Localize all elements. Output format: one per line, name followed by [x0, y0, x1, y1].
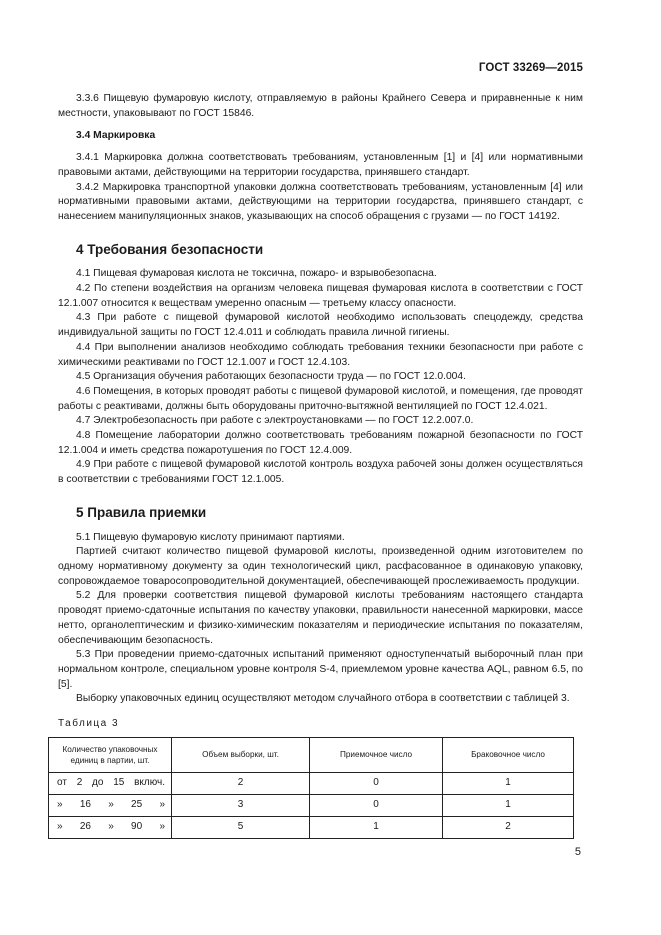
table-cell-acceptance-number: 1 — [310, 816, 443, 838]
table-caption: Таблица 3 — [58, 718, 120, 730]
paragraph-5-1-batch: Партией считают количество пищевой фумаровой кислоты, произведенной одним изготовителем по одному нормативному документу за один технологический цикл, расфасованное в одинаковую упаковку, сопровождаемое товаросопроводительной документацией, обеспечивающей прослеживаемость продукции. — [58, 546, 583, 587]
paragraph-5-3-sampling: Выборку упаковочных единиц осуществляют методом случайного отбора в соответствии с таблицей 3. — [76, 693, 570, 705]
paragraph-3-4-1: 3.4.1 Маркировка должна соответствовать требованиям, установленным [1] и [4] или нормативными правовыми актами, действующими на территории государства, принявшего стандарт. — [58, 152, 583, 178]
paragraph-4-1: 4.1 Пищевая фумаровая кислота не токсична, пожаро- и взрывобезопасна. — [76, 268, 437, 280]
paragraph-4-7: 4.7 Электробезопасность при работе с электроустановками — по ГОСТ 12.2.007.0. — [76, 415, 474, 427]
range-from: 16 — [79, 798, 91, 810]
table-cell-rejection-number: 2 — [443, 816, 574, 838]
table-header-sample-size: Объем выборки, шт. — [172, 737, 310, 772]
range-prefix: » — [57, 798, 63, 810]
paragraph-5-3: 5.3 При проведении приемо-сдаточных испытаний применяют одноступенчатый выборочный план при нормальном контроле, специальном уровне контроля S-4, приемлемом уровне качества AQL, равном 6.5, по [5]. — [58, 649, 583, 690]
range-to-word: » — [108, 798, 114, 810]
sampling-table — [48, 737, 574, 839]
table-cell-sample-size: 2 — [172, 772, 310, 794]
table-header-rejection-number: Браковочное число — [443, 737, 574, 772]
paragraph-4-6: 4.6 Помещения, в которых проводят работы с пищевой фумаровой кислотой, и помещения, где проводят работы с реактивами, должны быть оборудованы приточно-вытяжной вентиляцией по ГОСТ 12.4.021. — [58, 385, 583, 412]
range-prefix: от — [57, 776, 67, 788]
table-cell-rejection-number: 1 — [443, 772, 574, 794]
range-to: 15 — [113, 776, 125, 788]
table-cell-sample-size: 5 — [172, 816, 310, 838]
range-from: 2 — [76, 776, 83, 788]
paragraph-4-9: 4.9 При работе с пищевой фумаровой кислотой контроль воздуха рабочей зоны должен осуществляться в соответствии с требованиями ГОСТ 12.1.005. — [58, 459, 583, 486]
range-prefix: » — [57, 820, 63, 832]
section-heading-3-4: 3.4 Маркировка — [76, 130, 156, 142]
table-row — [49, 794, 574, 816]
paragraph-4-5: 4.5 Организация обучения работающих безопасности труда — по ГОСТ 12.0.004. — [76, 371, 466, 383]
paragraph-4-2: 4.2 По степени воздействия на организм человека пищевая фумаровая кислота в соответствии с ГОСТ 12.1.007 относится к веществам умеренно опасным — третьему классу опасности. — [58, 283, 583, 309]
table-header-acceptance-number: Приемочное число — [310, 737, 443, 772]
table-cell-acceptance-number: 0 — [310, 794, 443, 816]
table-row — [49, 772, 574, 794]
paragraph-3-3-6: 3.3.6 Пищевую фумаровую кислоту, отправляемую в районы Крайнего Севера и приравненные к ним местности, упаковывают по ГОСТ 15846. — [58, 93, 583, 119]
table-cell-sample-size: 3 — [172, 794, 310, 816]
range-to-word: » — [108, 820, 114, 832]
range-suffix: » — [159, 798, 165, 810]
document-code: ГОСТ 33269—2015 — [478, 62, 583, 74]
table-cell-lot-range — [49, 772, 172, 794]
paragraph-4-8: 4.8 Помещение лаборатории должно соответствовать требованиям пожарной безопасности по ГОСТ 12.1.004 и иметь средства пожаротушения по ГОСТ 12.4.009. — [58, 430, 583, 456]
paragraph-4-4: 4.4 При выполнении анализов необходимо соблюдать требования техники безопасности при работе с химическими реактивами по ГОСТ 12.1.007 и ГОСТ 12.4.103. — [58, 341, 583, 368]
section-heading-4: 4 Требования безопасности — [76, 241, 264, 257]
range-to-word: до — [92, 776, 104, 788]
section-heading-5: 5 Правила приемки — [76, 504, 207, 520]
table-row — [49, 816, 574, 838]
paragraph-4-3: 4.3 При работе с пищевой фумаровой кислотой необходимо использовать спецодежду, средства индивидуальной защиты по ГОСТ 12.4.011 и соблюдать правила личной гигиены. — [58, 312, 583, 339]
page-number: 5 — [574, 846, 581, 858]
range-suffix: » — [159, 820, 165, 832]
table-cell-rejection-number: 1 — [443, 794, 574, 816]
table-header-lot-size: Количество упаковочных единиц в партии, шт. — [49, 737, 172, 772]
range-from: 26 — [79, 820, 91, 832]
range-to: 25 — [131, 798, 143, 810]
range-to: 90 — [131, 820, 143, 832]
paragraph-5-2: 5.2 Для проверки соответствия пищевой фумаровой кислоты требованиям настоящего стандарта проводят приемо-сдаточные испытания по качеству упаковки, правильности нанесенной маркировки, массе нетто, органолептическим и физико-химическим показателям и периодические испытания по показателям, обеспечивающим безопасность. — [58, 590, 583, 646]
document-body — [58, 92, 583, 839]
table-cell-lot-range — [49, 794, 172, 816]
table-header-row — [49, 737, 574, 772]
range-suffix: включ. — [134, 776, 165, 788]
table-cell-acceptance-number: 0 — [310, 772, 443, 794]
paragraph-3-4-2: 3.4.2 Маркировка транспортной упаковки должна соответствовать требованиям, установленным [4] или нормативными правовыми актами, действующими на территории государства, принявшего стандарт, с нанесением манипуляционных знаков, указывающих на способ обращения с грузами — по ГОСТ 14192. — [58, 181, 583, 222]
paragraph-5-1: 5.1 Пищевую фумаровую кислоту принимают партиями. — [76, 531, 345, 543]
table-cell-lot-range — [49, 816, 172, 838]
